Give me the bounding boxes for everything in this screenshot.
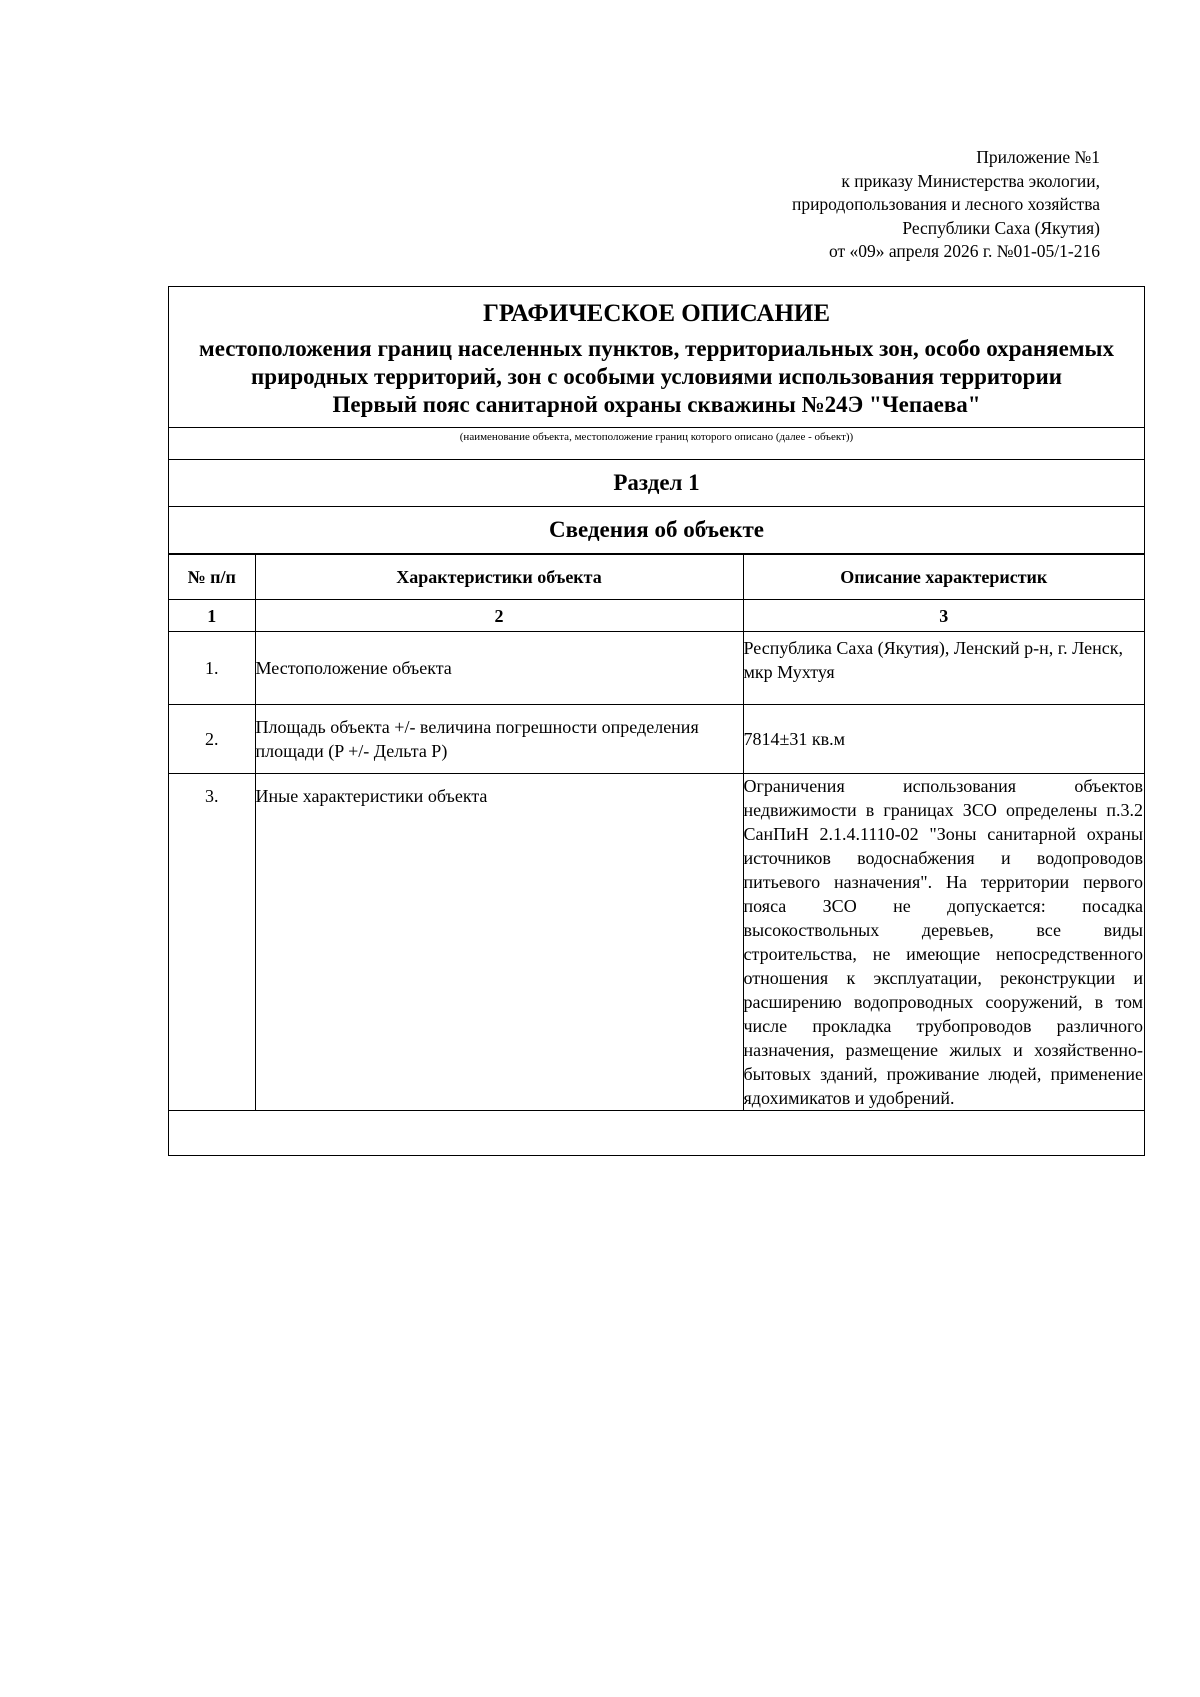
row-description: Республика Саха (Якутия), Ленский р-н, г. Ленск, мкр Мухтуя <box>743 632 1144 705</box>
appendix-line-2: к приказу Министерства экологии, <box>841 170 1100 191</box>
document-frame <box>168 286 1145 1156</box>
table-column-numbers-row <box>169 600 1144 632</box>
header-characteristic: Характеристики объекта <box>255 555 743 600</box>
header-num: № п/п <box>169 555 255 600</box>
appendix-line-4: Республики Саха (Якутия) <box>902 217 1100 238</box>
column-number-1: 1 <box>169 600 255 632</box>
table-row <box>169 705 1144 774</box>
row-number: 3. <box>169 774 255 1111</box>
document-subtitle: местоположения границ населенных пунктов, территориальных зон, особо охраняемых природных территорий, зон с особыми условиями использования территории <box>199 336 1114 389</box>
empty-row <box>169 1111 1144 1156</box>
row-number: 2. <box>169 705 255 774</box>
column-number-3: 3 <box>743 600 1144 632</box>
table-row <box>169 632 1144 705</box>
section-number: Раздел 1 <box>169 460 1144 507</box>
row-characteristic: Местоположение объекта <box>255 632 743 705</box>
header-description: Описание характеристик <box>743 555 1144 600</box>
title-block <box>169 287 1144 427</box>
table-row <box>169 774 1144 1111</box>
document-title: ГРАФИЧЕСКОЕ ОПИСАНИЕ <box>482 300 831 327</box>
row-number: 1. <box>169 632 255 705</box>
table-header-row <box>169 555 1144 600</box>
characteristics-table <box>169 554 1144 1155</box>
appendix-line-3: природопользования и лесного хозяйства <box>791 194 1100 214</box>
object-name: Первый пояс санитарной охраны скважины №24Э "Чепаева" <box>332 392 981 417</box>
appendix-line-5: от «09» апреля 2026 г. №01-05/1-216 <box>828 241 1100 261</box>
row-characteristic: Площадь объекта +/- величина погрешности определения площади (P +/- Дельта P) <box>255 705 743 774</box>
appendix-line-1: Приложение №1 <box>976 147 1100 167</box>
section-name: Сведения об объекте <box>169 507 1144 554</box>
row-description: Ограничения использования объектов недвижимости в границах ЗСО определены п.3.2 СанПиН 2.1.4.1110-02 "Зоны санитарной охраны источников водоснабжения и водопроводов питьевого назначения". На территории первого пояса ЗСО не допускается: посадка высокоствольных деревьев, все виды строительства, не имеющие непосредственного отношения к эксплуатации, реконструкции и расширению водопроводных сооружений, в том числе прокладка трубопроводов различного назначения, размещение жилых и хозяйственно-бытовых зданий, проживание людей, применение ядохимикатов и удобрений. <box>743 774 1144 1111</box>
empty-cell <box>169 1111 1144 1156</box>
row-characteristic: Иные характеристики объекта <box>255 774 743 1111</box>
appendix-note <box>600 146 1100 264</box>
row-description: 7814±31 кв.м <box>743 705 1144 774</box>
column-number-2: 2 <box>255 600 743 632</box>
object-caption: (наименование объекта, местоположение границ которого описано (далее - объект)) <box>169 427 1144 460</box>
